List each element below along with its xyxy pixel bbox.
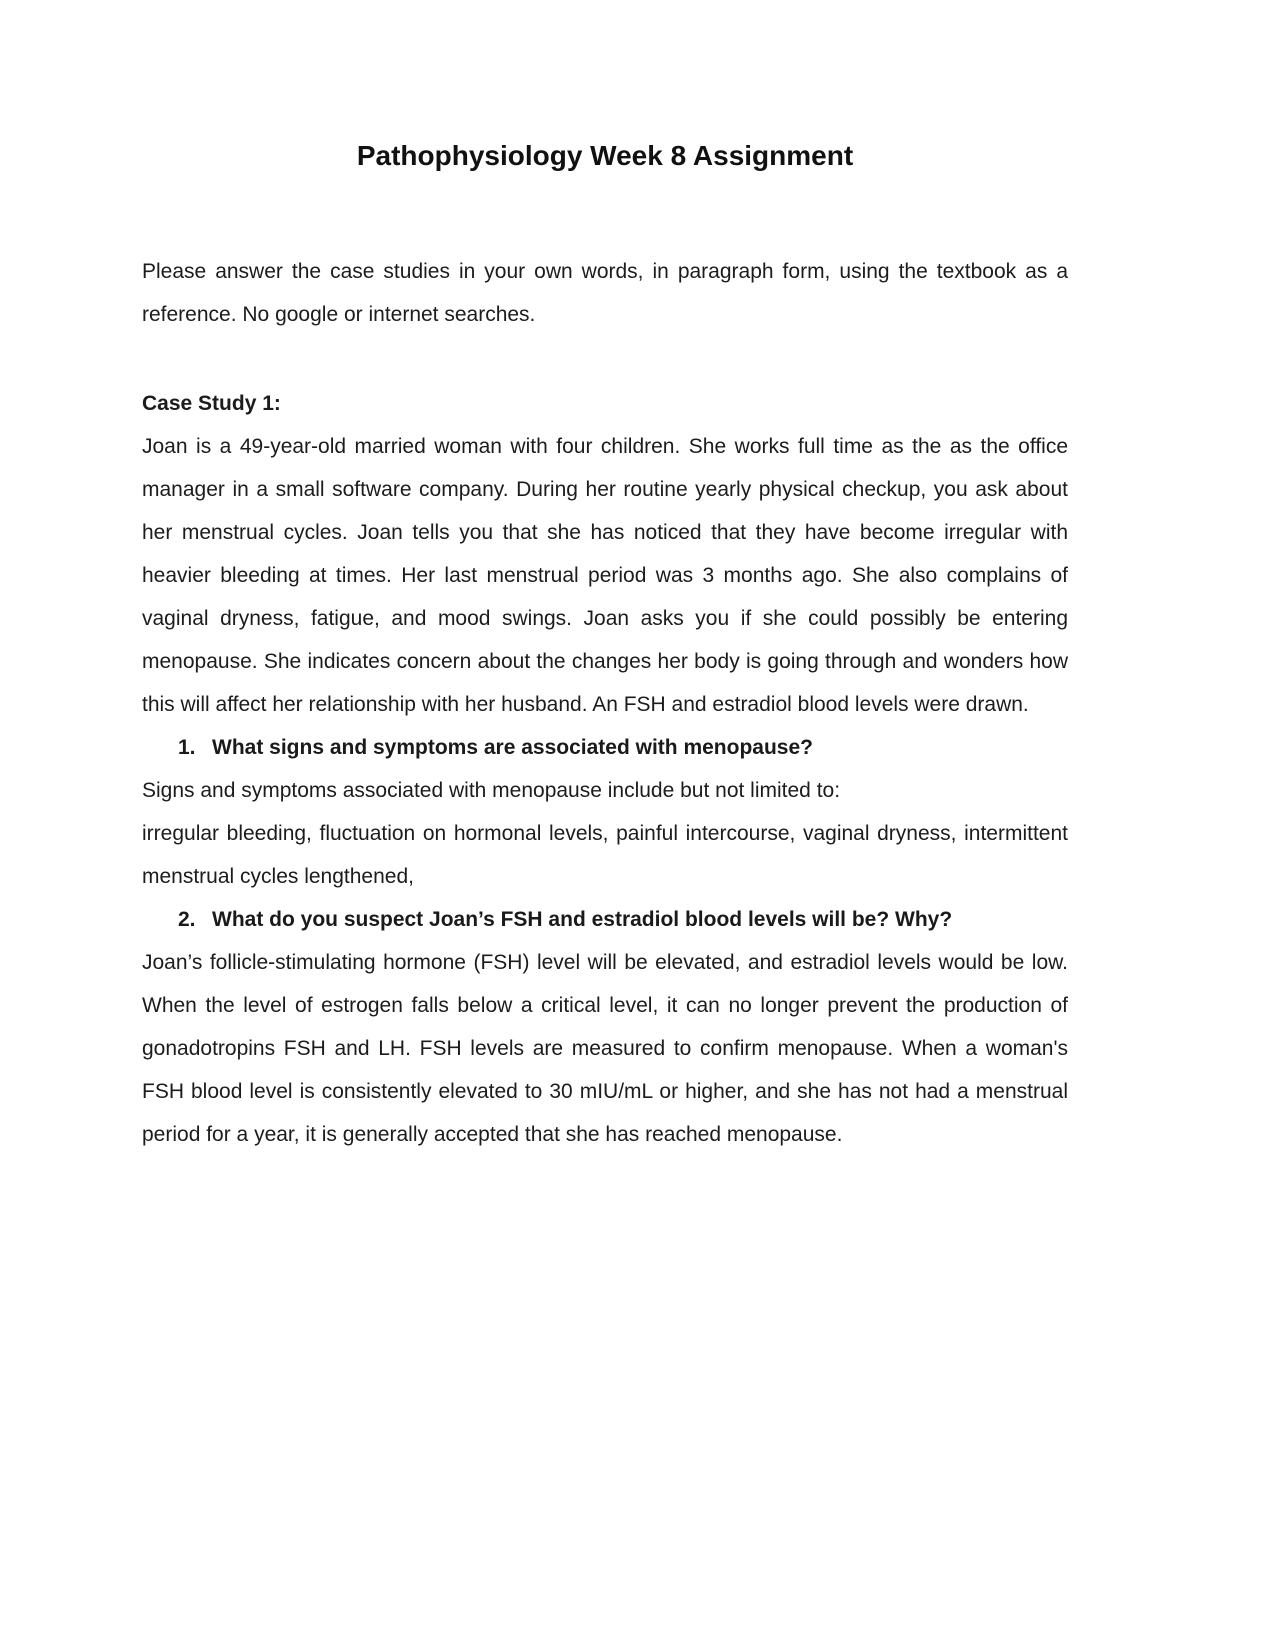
intro-paragraph: Please answer the case studies in your own words, in paragraph form, using the textbook as a reference. No google or internet searches. bbox=[142, 260, 1068, 327]
question-2-heading bbox=[142, 898, 1068, 941]
question-1-text: What signs and symptoms are associated with menopause? bbox=[212, 736, 813, 760]
question-2-number: 2. bbox=[178, 908, 196, 932]
case-study-1-heading: Case Study 1: bbox=[142, 392, 281, 416]
question-1-answer-line-1: Signs and symptoms associated with menopause include but not limited to: bbox=[142, 779, 841, 803]
document-title: Pathophysiology Week 8 Assignment bbox=[356, 140, 854, 171]
question-1-heading bbox=[142, 726, 1068, 769]
question-2-text: What do you suspect Joan’s FSH and estradiol blood levels will be? Why? bbox=[212, 908, 953, 932]
question-1-number: 1. bbox=[178, 736, 196, 760]
case-study-1-body: Joan is a 49-year-old married woman with four children. She works full time as the as the office manager in a small software company. During her routine yearly physical checkup, you ask about her menstrual cycles. Joan tells you that she has noticed that they have become irregular with heavier bleeding at times. Her last menstrual period was 3 months ago. She also complains of vaginal dryness, fatigue, and mood swings. Joan asks you if she could possibly be entering menopause. She indicates concern about the changes her body is going through and wonders how this will affect her relationship with her husband. An FSH and estradiol blood levels were drawn. bbox=[142, 435, 1068, 717]
question-1-answer-line-2: irregular bleeding, fluctuation on hormonal levels, painful intercourse, vaginal dryness, intermittent menstrual cycles lengthened, bbox=[142, 822, 1068, 889]
question-2-answer: Joan’s follicle-stimulating hormone (FSH) level will be elevated, and estradiol levels would be low. When the level of estrogen falls below a critical level, it can no longer prevent the production of gonadotropins FSH and LH. FSH levels are measured to confirm menopause. When a woman's FSH blood level is consistently elevated to 30 mIU/mL or higher, and she has not had a menstrual period for a year, it is generally accepted that she has reached menopause. bbox=[142, 951, 1068, 1147]
